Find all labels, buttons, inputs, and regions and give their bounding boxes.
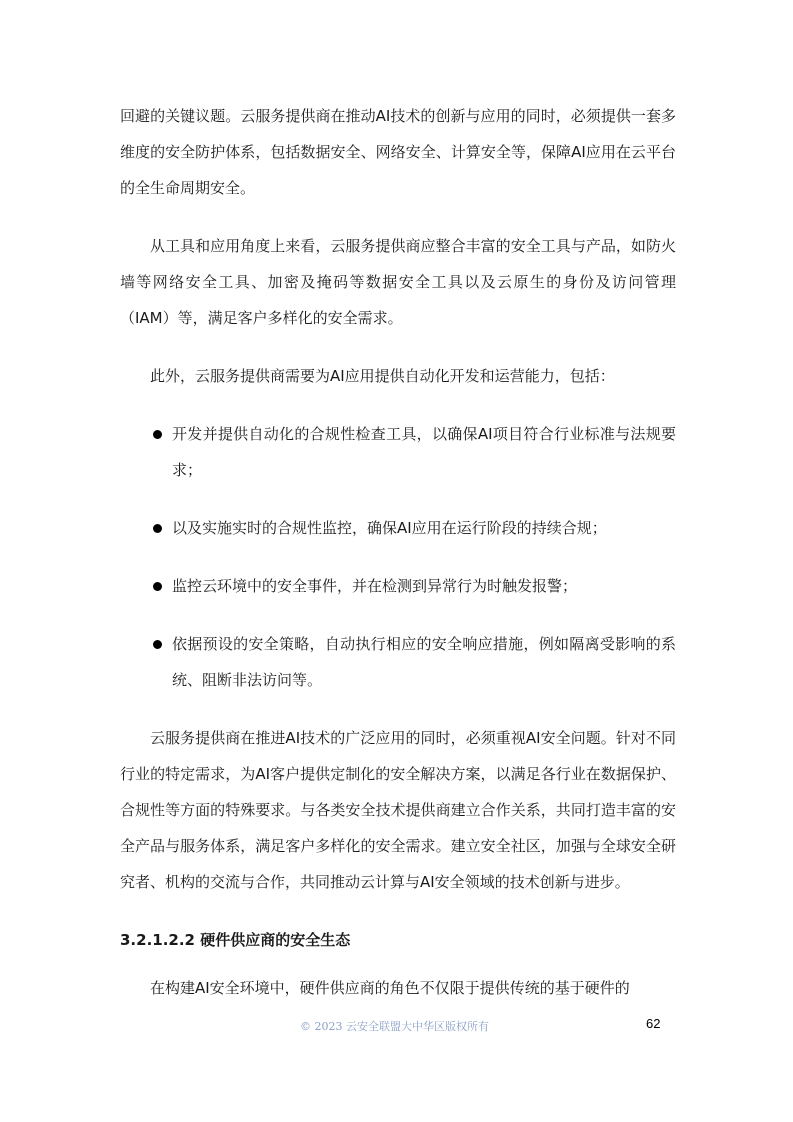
bullet-dot-icon (153, 640, 162, 649)
list-item-text: 开发并提供自动化的合规性检查工具，以确保AI项目符合行业标准与法规要求； (172, 425, 676, 479)
paragraph-2: 从工具和应用角度上来看，云服务提供商应整合丰富的安全工具与产品，如防火墙等网络安全工具、加密及掩码等数据安全工具以及云原生的身份及访问管理（IAM）等，满足客户多样化的安全需求。 (120, 237, 676, 327)
page-number: 62 (646, 1016, 661, 1031)
paragraph-5: 在构建AI安全环境中，硬件供应商的角色不仅限于提供传统的基于硬件的 (150, 979, 630, 997)
footer-copyright: © 2023 云安全联盟大中华区版权所有 (300, 1020, 489, 1033)
list-item (120, 510, 676, 546)
list-item-text: 监控云环境中的安全事件，并在检测到异常行为时触发报警； (172, 577, 578, 595)
bullet-dot-icon (153, 524, 162, 533)
document-body (120, 98, 676, 1028)
list-item-text: 依据预设的安全策略，自动执行相应的安全响应措施，例如隔离受影响的系统、阻断非法访问等。 (172, 635, 676, 689)
list-item-text: 以及实施实时的合规性监控，确保AI应用在运行阶段的持续合规； (172, 519, 607, 537)
paragraph-3: 此外，云服务提供商需要为AI应用提供自动化开发和运营能力，包括： (150, 367, 615, 385)
list-item (120, 626, 676, 698)
list-item (120, 568, 676, 604)
bullet-dot-icon (153, 430, 162, 439)
list-item (120, 416, 676, 488)
bullet-dot-icon (153, 582, 162, 591)
page-footer (0, 1018, 793, 1038)
bullet-list (120, 416, 676, 698)
paragraph-4: 云服务提供商在推进AI技术的广泛应用的同时，必须重视AI安全问题。针对不同行业的特定需求，为AI客户提供定制化的安全解决方案，以满足各行业在数据保护、合规性等方面的特殊要求。与各类安全技术提供商建立合作关系，共同打造丰富的安全产品与服务体系，满足客户多样化的安全需求。建立安全社区，加强与全球安全研究者、机构的交流与合作，共同推动云计算与AI安全领域的技术创新与进步。 (120, 729, 676, 891)
paragraph-1: 回避的关键议题。云服务提供商在推动AI技术的创新与应用的同时，必须提供一套多维度的安全防护体系，包括数据安全、网络安全、计算安全等，保障AI应用在云平台的全生命周期安全。 (120, 107, 676, 197)
section-heading: 3.2.1.2.2 硬件供应商的安全生态 (120, 931, 351, 949)
